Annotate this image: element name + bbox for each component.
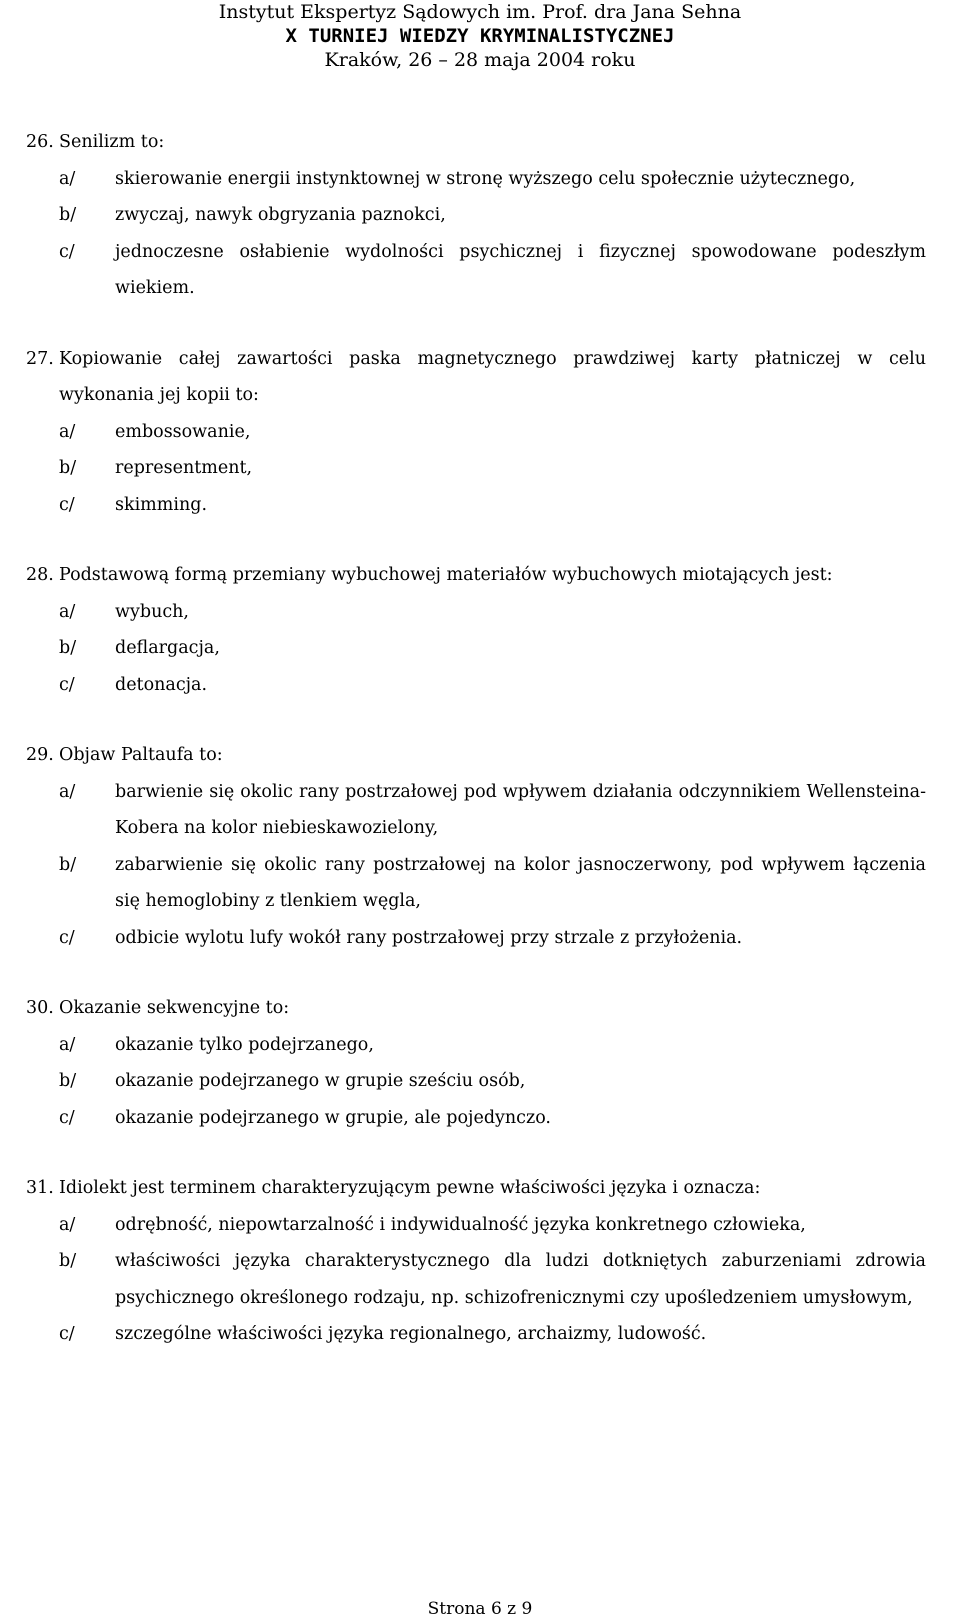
answer-option-b	[26, 1243, 926, 1316]
option-letter: c/	[59, 674, 75, 695]
answer-option-b	[26, 847, 926, 920]
answer-option-b	[26, 630, 926, 667]
option-letter: a/	[59, 601, 76, 622]
question-stem	[26, 124, 926, 161]
answer-option-b	[26, 450, 926, 487]
answer-option-c	[26, 1316, 926, 1353]
option-text: barwienie się okolic rany postrzałowej pod wpływem działania odczynnikiem Wellensteina-Kobera na kolor niebieskawozielony,	[115, 781, 926, 838]
event-title: X TURNIEJ WIEDZY KRYMINALISTYCZNEJ	[285, 25, 675, 47]
answer-option-a	[26, 774, 926, 847]
option-letter: a/	[59, 1214, 76, 1235]
answer-option-b	[26, 197, 926, 234]
option-letter: b/	[59, 205, 77, 225]
option-text: embossowanie,	[115, 421, 251, 442]
option-text: okazanie tylko podejrzanego,	[115, 1034, 374, 1055]
option-letter: b/	[59, 638, 77, 658]
answer-option-c	[26, 487, 926, 524]
question-30	[26, 990, 926, 1136]
question-text: Objaw Paltaufa to:	[59, 745, 223, 765]
answer-option-c	[26, 920, 926, 957]
question-stem	[26, 737, 926, 774]
question-26	[26, 124, 926, 307]
question-stem	[26, 1170, 926, 1207]
answer-option-c	[26, 667, 926, 704]
question-number: 28.	[26, 565, 54, 585]
question-number: 30.	[26, 998, 54, 1018]
question-number: 26.	[26, 132, 54, 152]
option-text: deflargacja,	[115, 638, 220, 658]
option-text: odbicie wylotu lufy wokół rany postrzałowej przy strzale z przyłożenia.	[115, 927, 743, 948]
option-text: representment,	[115, 458, 253, 478]
question-29	[26, 737, 926, 956]
question-28	[26, 557, 926, 703]
option-text: okazanie podejrzanego w grupie, ale pojedynczo.	[115, 1107, 551, 1128]
option-letter: a/	[59, 781, 76, 802]
answer-option-a	[26, 1027, 926, 1064]
question-stem	[26, 990, 926, 1027]
question-text: Podstawową formą przemiany wybuchowej materiałów wybuchowych miotających jest:	[59, 565, 833, 585]
question-stem	[26, 557, 926, 594]
answer-option-b	[26, 1063, 926, 1100]
answer-option-a	[26, 161, 926, 198]
option-text: szczególne właściwości języka regionalnego, archaizmy, ludowość.	[115, 1324, 707, 1344]
option-letter: b/	[59, 1251, 77, 1271]
question-text: Idiolekt jest terminem charakteryzującym pewne właściwości języka i oznacza:	[59, 1178, 761, 1198]
option-text: jednoczesne osłabienie wydolności psychicznej i fizycznej spowodowane podeszłym wiekiem.	[115, 241, 926, 298]
option-text: zabarwienie się okolic rany postrzałowej na kolor jasnoczerwony, pod wpływem łączenia się hemoglobiny z tlenkiem węgla,	[115, 854, 926, 911]
question-31	[26, 1170, 926, 1353]
answer-option-c	[26, 1100, 926, 1137]
answer-option-a	[26, 414, 926, 451]
question-number: 29.	[26, 745, 54, 765]
answer-option-a	[26, 594, 926, 631]
option-letter: a/	[59, 168, 76, 189]
option-letter: b/	[59, 458, 77, 478]
question-text: Senilizm to:	[59, 132, 165, 152]
option-letter: c/	[59, 241, 75, 262]
question-text: Okazanie sekwencyjne to:	[59, 998, 290, 1018]
page-header	[0, 0, 960, 72]
option-text: skimming.	[115, 494, 208, 515]
question-text: Kopiowanie całej zawartości paska magnetycznego prawdziwej karty płatniczej w celu wykonania jej kopii to:	[59, 348, 926, 405]
option-letter: c/	[59, 927, 75, 948]
question-number: 27.	[26, 348, 54, 369]
option-text: okazanie podejrzanego w grupie sześciu osób,	[115, 1071, 526, 1091]
option-letter: b/	[59, 854, 77, 875]
answer-option-a	[26, 1207, 926, 1244]
question-list	[26, 124, 926, 1387]
option-letter: c/	[59, 494, 75, 515]
question-27	[26, 341, 926, 524]
institute-name: Instytut Ekspertyz Sądowych im. Prof. dra Jana Sehna	[218, 1, 742, 23]
option-text: odrębność, niepowtarzalność i indywidualność języka konkretnego człowieka,	[115, 1214, 806, 1235]
question-number: 31.	[26, 1178, 54, 1198]
answer-option-c	[26, 234, 926, 307]
event-place-date: Kraków, 26 – 28 maja 2004 roku	[324, 49, 636, 71]
option-text: zwyczaj, nawyk obgryzania paznokci,	[115, 205, 446, 225]
option-letter: c/	[59, 1107, 75, 1128]
question-stem	[26, 341, 926, 414]
option-text: właściwości języka charakterystycznego dla ludzi dotkniętych zaburzeniami zdrowia psychicznego określonego rodzaju, np. schizofrenicznymi czy upośledzeniem umysłowym,	[115, 1251, 926, 1308]
option-text: skierowanie energii instynktownej w stronę wyższego celu społecznie użytecznego,	[115, 168, 856, 189]
page-number: Strona 6 z 9	[427, 1599, 533, 1619]
option-letter: c/	[59, 1324, 75, 1344]
option-letter: a/	[59, 1034, 76, 1055]
option-text: wybuch,	[115, 601, 189, 622]
option-letter: b/	[59, 1071, 77, 1091]
option-text: detonacja.	[115, 674, 208, 695]
option-letter: a/	[59, 421, 76, 442]
